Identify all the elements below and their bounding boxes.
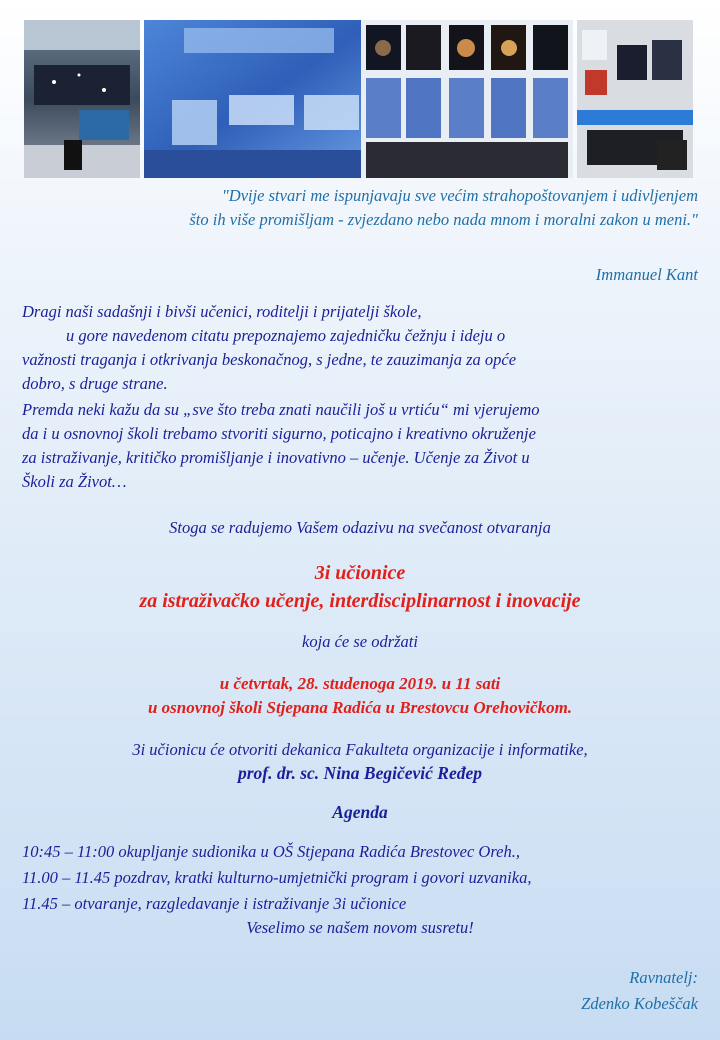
signature-role: Ravnatelj: (629, 968, 698, 987)
signature-name: Zdenko Kobeščak (581, 994, 698, 1013)
classroom-photo-4 (577, 20, 693, 178)
closing-line: Veselimo se našem novom susretu! (246, 918, 474, 937)
classroom-photo-2 (144, 20, 377, 178)
header-photo-strip (24, 20, 694, 178)
intro-line: važnosti traganja i otkrivanja beskonačnog, s jedne, te zauzimanja za opće (22, 350, 517, 369)
intro-line: da i u osnovnoj školi trebamo stvoriti sigurno, poticajno i kreativno okruženje (22, 424, 536, 443)
intro-line: Školi za Život… (22, 472, 127, 491)
agenda-item: 10:45 – 11:00 okupljanje sudionika u OŠ Stjepana Radića Brestovec Oreh., (22, 842, 520, 861)
intro-line: Premda neki kažu da su „sve što treba znati naučili još u vrtiću“ mi vjerujemo (22, 400, 540, 419)
intro-line: dobro, s druge strane. (22, 374, 168, 393)
held-line: koja će se održati (302, 632, 418, 651)
event-location: u osnovnoj školi Stjepana Radića u Brestovcu Orehovičkom. (147, 698, 573, 717)
intro-line: u gore navedenom citatu prepoznajemo zajedničku čežnju i ideju o (66, 326, 506, 345)
agenda-item: 11.00 – 11.45 pozdrav, kratki kulturno-umjetnički program i govori uzvanika, (22, 868, 532, 887)
event-title-line-2: za istraživačko učenje, interdisciplinarnost i inovacije (139, 590, 581, 612)
agenda-item: 11.45 – otvaranje, razgledavanje i istraživanje 3i učionice (22, 894, 407, 913)
classroom-photo-3 (361, 20, 573, 178)
quote-author: Immanuel Kant (595, 265, 698, 284)
quote-line-2: što ih više promišljam - zvjezdano nebo nada mnom i moralni zakon u meni." (189, 210, 698, 229)
opener-line: 3i učionicu će otvoriti dekanica Fakulteta organizacije i informatike, (132, 740, 588, 759)
intro-line: Dragi naši sadašnji i bivši učenici, roditelji i prijatelji škole, (22, 302, 422, 321)
intro-line: za istraživanje, kritičko promišljanje i inovativno – učenje. Učenje za Život u (22, 448, 530, 467)
opener-name: prof. dr. sc. Nina Begičević Ređep (238, 763, 482, 783)
quote-line-1: "Dvije stvari me ispunjavaju sve većim strahopoštovanjem i udivljenjem (221, 186, 698, 205)
event-title-line-1: 3i učionice (314, 562, 406, 584)
event-date: u četvrtak, 28. studenoga 2019. u 11 sati (219, 674, 501, 693)
classroom-photo-1 (24, 20, 140, 178)
agenda-title: Agenda (332, 802, 388, 822)
invite-line: Stoga se radujemo Vašem odazivu na svečanost otvaranja (169, 518, 551, 537)
